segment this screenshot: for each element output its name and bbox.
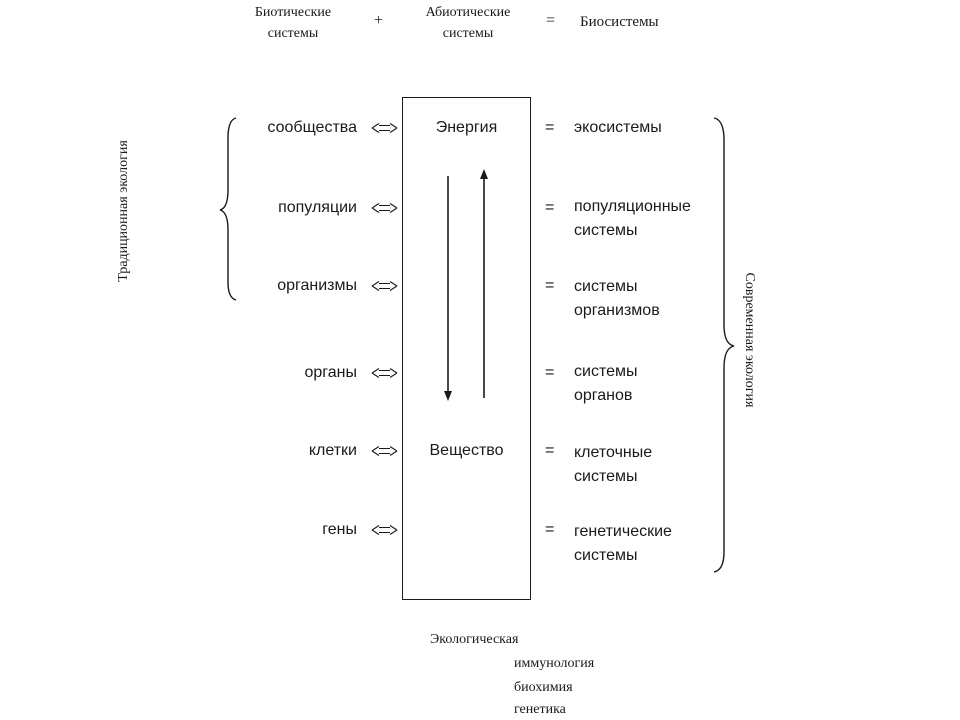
equals-3: = — [545, 277, 555, 294]
equals-5: = — [545, 442, 555, 459]
level-populations: популяции — [278, 199, 357, 216]
modern-ecology-label: Современная экология — [742, 272, 757, 408]
double-arrow-icon — [372, 447, 397, 456]
footer-immunology: иммунология — [514, 656, 595, 671]
footer-biochemistry: биохимия — [514, 680, 573, 695]
system-organs-line1: системы — [574, 363, 638, 380]
header-equals: = — [546, 12, 556, 29]
double-arrow-icon — [372, 369, 397, 378]
header-abiotic-line2: системы — [442, 26, 494, 41]
left-brace-icon — [220, 118, 236, 300]
right-brace-icon — [714, 118, 734, 572]
system-genetic-line1: генетические — [574, 523, 672, 540]
level-cells: клетки — [308, 442, 357, 459]
footer-genetics: генетика — [514, 702, 566, 717]
system-cellular-line2: системы — [574, 468, 638, 485]
double-arrow-icon — [372, 282, 397, 291]
header-abiotic-line1: Абиотические — [425, 5, 511, 20]
equals-4: = — [545, 364, 555, 381]
footer-ecological: Экологическая — [430, 632, 519, 647]
system-population-line1: популяционные — [574, 198, 691, 215]
system-ecosystems-line1: экосистемы — [574, 119, 662, 136]
equals-1: = — [545, 119, 555, 136]
system-cellular-line1: клеточные — [574, 444, 653, 461]
header-biosystems: Биосистемы — [580, 14, 659, 30]
level-organisms: организмы — [277, 277, 357, 294]
equals-6: = — [545, 521, 555, 538]
level-genes: гены — [322, 521, 357, 538]
double-arrow-icon — [372, 124, 397, 133]
traditional-ecology-label: Традиционная экология — [116, 140, 131, 282]
system-organisms-line1: системы — [574, 278, 638, 295]
level-communities: сообщества — [267, 119, 357, 136]
system-organs-line2: органов — [574, 387, 633, 404]
system-organisms-line2: организмов — [574, 302, 660, 319]
header-plus: + — [374, 12, 384, 29]
header-biotic-line2: системы — [267, 26, 319, 41]
equals-2: = — [545, 199, 555, 216]
double-arrow-icon — [372, 204, 397, 213]
energy-label: Энергия — [435, 119, 498, 136]
double-arrow-icon — [372, 526, 397, 535]
level-organs: органы — [304, 364, 357, 381]
system-population-line2: системы — [574, 222, 638, 239]
double-arrows — [372, 124, 397, 535]
header-biotic-line1: Биотические — [254, 5, 332, 20]
matter-label: Вещество — [429, 442, 504, 459]
system-genetic-line2: системы — [574, 547, 638, 564]
